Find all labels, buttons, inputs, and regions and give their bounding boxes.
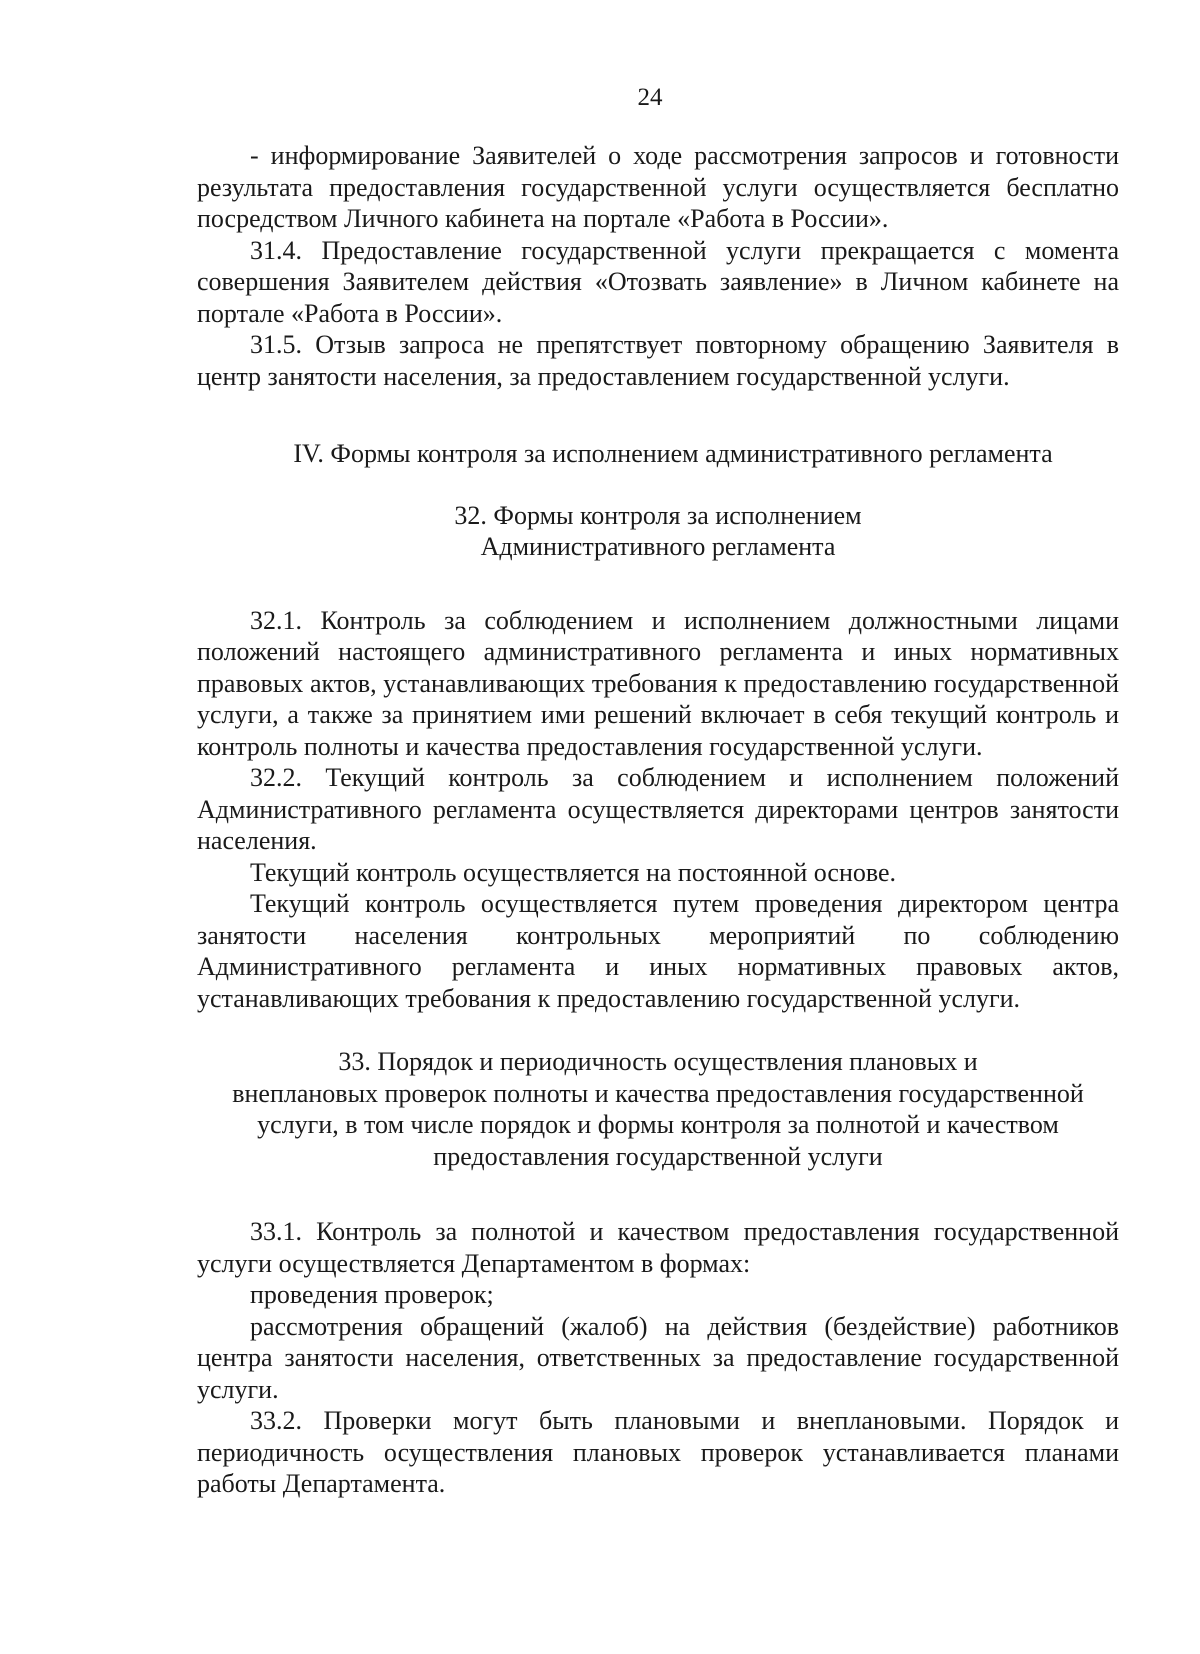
paragraph-complaints: рассмотрения обращений (жалоб) на действия (бездействие) работников центра занятости населения, ответственных за предоставление государственной услуги. — [197, 1311, 1119, 1404]
paragraph-33-2: 33.2. Проверки могут быть плановыми и внеплановыми. Порядок и периодичность осуществления плановых проверок устанавливается планами работы Департамента. — [197, 1406, 1119, 1498]
paragraph-33-1: 33.1. Контроль за полнотой и качеством предоставления государственной услуги осуществляется Департаментом в формах: — [197, 1217, 1119, 1278]
paragraph-inspections: проведения проверок; — [250, 1280, 494, 1309]
paragraph-31-5: 31.5. Отзыв запроса не препятствует повторному обращению Заявителя в центр занятости населения, за предоставлением государственной услуги. — [197, 330, 1119, 391]
chapter-heading: IV. Формы контроля за исполнением административного регламента — [293, 439, 1053, 468]
section-33-heading-line3: услуги, в том числе порядок и формы контроля за полнотой и качеством — [257, 1110, 1059, 1139]
paragraph-current-control-basis: Текущий контроль осуществляется на постоянной основе. — [250, 857, 897, 887]
page-number: 24 — [637, 84, 663, 111]
section-33-heading-line4: предоставления государственной услуги — [433, 1141, 883, 1171]
section-33-heading-line1: 33. Порядок и периодичность осуществления плановых и — [338, 1047, 978, 1076]
paragraph-32-1: 32.1. Контроль за соблюдением и исполнением должностными лицами положений настоящего административного регламента и иных нормативных правовых актов, устанавливающих требования к предоставлению государственной услуги, а также за принятием ими решений включает в себя текущий контроль и контроль полноты и качества предоставления государственной услуги. — [197, 605, 1119, 761]
document-body — [197, 140, 1119, 1500]
section-32-heading-line1: 32. Формы контроля за исполнением — [454, 500, 862, 530]
paragraph-current-control-method: Текущий контроль осуществляется путем проведения директором центра занятости населения контрольных мероприятий по соблюдению Административного регламента и иных нормативных правовых актов, устанавливающих требования к предоставлению государственной услуги. — [197, 889, 1119, 1013]
paragraph-31-4: 31.4. Предоставление государственной услуги прекращается с момента совершения Заявителем действия «Отозвать заявление» в Личном кабинете на портале «Работа в России». — [197, 235, 1119, 328]
section-33-heading-line2: внеплановых проверок полноты и качества предоставления государственной — [232, 1078, 1084, 1108]
paragraph-informing: - информирование Заявителей о ходе рассмотрения запросов и готовности результата предоставления государственной услуги осуществляется бесплатно посредством Личного кабинета на портале «Работа в России». — [197, 141, 1119, 233]
section-32-heading-line2: Административного регламента — [480, 532, 836, 561]
paragraph-32-2: 32.2. Текущий контроль за соблюдением и исполнением положений Административного регламента осуществляется директорами центров занятости населения. — [197, 763, 1119, 855]
